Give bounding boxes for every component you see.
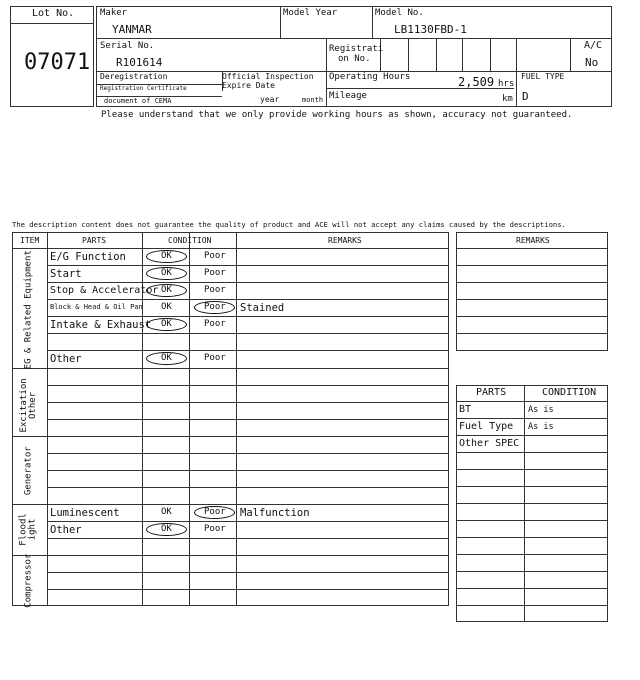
- condition-poor: Poor: [204, 353, 226, 363]
- table-rule: [47, 333, 449, 334]
- lot-label: Lot No.: [32, 8, 75, 19]
- table-rule: [456, 469, 608, 470]
- selected-oval: [146, 284, 187, 297]
- row-other-eg: Other: [50, 353, 82, 365]
- condition-header: CONDITION: [168, 236, 212, 245]
- condition-ok: OK: [161, 319, 172, 329]
- table-rule: [47, 248, 449, 249]
- table-rule: [456, 418, 608, 419]
- table-rule: [456, 299, 608, 300]
- table-rule: [47, 316, 449, 317]
- table-rule: [456, 486, 608, 487]
- section-floodlight: [20, 509, 39, 549]
- table-rule: [47, 402, 449, 403]
- registration-label-1: Registrati: [329, 44, 384, 54]
- condition-ok: OK: [161, 251, 172, 261]
- fuel-type-value: D: [522, 90, 529, 103]
- floodlight-line-2: ight: [28, 518, 38, 541]
- table-rule: [47, 350, 449, 351]
- table-rule: [456, 588, 608, 589]
- row-intake-exhaust: Intake & Exhaust: [50, 319, 152, 331]
- table-rule: [47, 453, 449, 454]
- condition-ok: OK: [161, 353, 172, 363]
- table-rule: [47, 299, 449, 300]
- table-rule: [456, 452, 608, 453]
- official-inspection-label-2: Expire Date: [222, 81, 275, 90]
- selected-oval: [146, 523, 187, 536]
- maker-label: Maker: [100, 8, 128, 18]
- parts-header: PARTS: [82, 236, 107, 245]
- condition-poor: Poor: [204, 524, 226, 534]
- table-rule: [456, 248, 608, 249]
- operating-hours-value: 2,509: [458, 75, 495, 89]
- official-inspection-label-1: Official Inspection: [222, 72, 314, 81]
- hrs-unit: hrs: [498, 79, 515, 89]
- disclaimer: The description content does not guarantee the quality of product and ACE will not accept any claims caused by the descriptions.: [12, 220, 566, 229]
- item-header: ITEM: [20, 236, 40, 245]
- fuel-type-label: FUEL TYPE: [521, 72, 565, 81]
- table-rule: [47, 487, 449, 488]
- selected-oval: [194, 301, 235, 314]
- excitation-line-2: Other: [28, 391, 39, 419]
- selected-oval: [146, 250, 187, 263]
- registration-certificate-label: Registration Certificate: [100, 85, 187, 92]
- section-eg: EG & Related Equipment: [23, 250, 34, 370]
- ac-value: No: [585, 56, 599, 69]
- side-condition-fuel-type: As is: [528, 422, 554, 432]
- model-no-value: LB1130FBD-1: [394, 23, 467, 36]
- year-label: year: [260, 95, 280, 104]
- maker-value: YANMAR: [112, 23, 152, 36]
- section-compressor: Compressor: [23, 553, 34, 608]
- selected-oval: [194, 506, 235, 519]
- table-rule: [456, 265, 608, 266]
- row-other-flood: Other: [50, 524, 82, 536]
- remarks-header: REMARKS: [328, 236, 362, 245]
- table-rule: [456, 571, 608, 572]
- model-no-label: Model No.: [375, 8, 424, 18]
- row-stop-accelerator: Stop & Accelerator: [50, 285, 159, 296]
- operating-hours-label: Operating Hours: [329, 72, 411, 82]
- side-part-fuel-type: Fuel Type: [459, 421, 514, 432]
- table-rule: [47, 265, 449, 266]
- side-condition-bt: As is: [528, 405, 554, 415]
- table-rule: [47, 572, 449, 573]
- table-rule: [456, 537, 608, 538]
- excitation-line-1: Excitation: [19, 378, 30, 433]
- km-unit: km: [502, 94, 513, 104]
- condition-ok: OK: [161, 524, 172, 534]
- hours-note: Please understand that we only provide working hours as shown, accuracy not guaranteed.: [101, 110, 573, 120]
- registration-label-2: on No.: [338, 54, 371, 64]
- table-rule: [47, 419, 449, 420]
- table-rule: [456, 401, 608, 402]
- mileage-label: Mileage: [329, 91, 367, 101]
- table-rule: [456, 554, 608, 555]
- side-condition-header: CONDITION: [542, 387, 597, 398]
- remark-luminescent: Malfunction: [240, 507, 310, 519]
- selected-oval: [146, 318, 187, 331]
- deregistration-label: Deregistration: [100, 72, 168, 81]
- table-rule: [456, 435, 608, 436]
- table-rule: [456, 503, 608, 504]
- floodlight-line-1: Floodl: [18, 513, 29, 546]
- table-rule: [47, 521, 449, 522]
- table-rule: [47, 282, 449, 283]
- condition-poor: Poor: [204, 302, 226, 312]
- side-parts-header: PARTS: [476, 387, 507, 398]
- side-remarks-header: REMARKS: [516, 236, 550, 245]
- condition-poor: Poor: [204, 285, 226, 295]
- table-rule: [47, 538, 449, 539]
- selected-oval: [146, 352, 187, 365]
- model-year-label: Model Year: [283, 8, 338, 18]
- section-generator: Generator: [23, 446, 34, 496]
- document-label: document of CEMA: [104, 97, 172, 105]
- condition-poor: Poor: [204, 251, 226, 261]
- condition-poor: Poor: [204, 268, 226, 278]
- month-label: month: [302, 96, 324, 104]
- condition-ok: OK: [161, 507, 172, 517]
- table-rule: [456, 282, 608, 283]
- condition-poor: Poor: [204, 319, 226, 329]
- table-rule: [47, 385, 449, 386]
- table-rule: [47, 589, 449, 590]
- lot-number: 07071: [24, 50, 91, 75]
- serial-label: Serial No.: [100, 41, 155, 51]
- serial-value: R101614: [116, 56, 163, 69]
- side-part-other-spec: Other SPEC: [459, 438, 520, 449]
- row-eg-function: E/G Function: [50, 251, 126, 263]
- row-start: Start: [50, 268, 82, 280]
- table-rule: [456, 316, 608, 317]
- condition-ok: OK: [161, 302, 172, 312]
- condition-poor: Poor: [204, 507, 226, 517]
- table-rule: [456, 520, 608, 521]
- row-block-head-oil-pan: Block & Head & Oil Pan: [50, 303, 143, 311]
- selected-oval: [146, 267, 187, 280]
- condition-ok: OK: [161, 268, 172, 278]
- section-excitation: [20, 378, 39, 433]
- side-part-bt: BT: [459, 404, 472, 415]
- remark-block-head: Stained: [240, 302, 285, 314]
- table-rule: [47, 470, 449, 471]
- table-rule: [456, 333, 608, 334]
- table-rule: [456, 605, 608, 606]
- condition-ok: OK: [161, 285, 172, 295]
- row-luminescent: Luminescent: [50, 507, 120, 519]
- ac-label: A/C: [584, 40, 603, 51]
